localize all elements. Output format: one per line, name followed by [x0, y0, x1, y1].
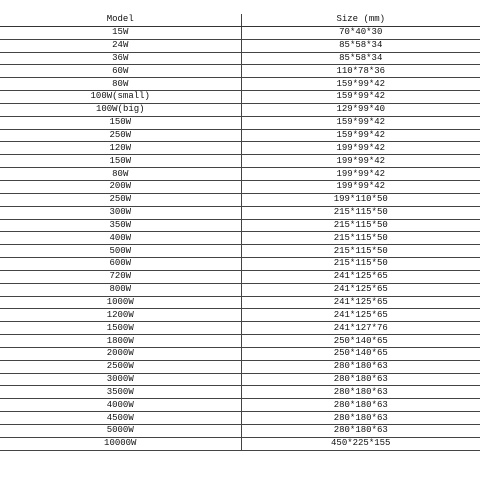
size-cell: 280*180*63 — [241, 412, 480, 425]
size-cell: 199*99*42 — [241, 155, 480, 168]
size-cell: 215*115*50 — [241, 232, 480, 245]
model-cell: 100W(small) — [0, 91, 241, 104]
model-cell: 1200W — [0, 309, 241, 322]
model-cell: 15W — [0, 26, 241, 39]
table-row — [0, 180, 480, 193]
size-cell: 241*125*65 — [241, 309, 480, 322]
size-column-header: Size (mm) — [241, 14, 480, 26]
table-row — [0, 360, 480, 373]
size-cell: 129*99*40 — [241, 103, 480, 116]
table-row — [0, 399, 480, 412]
model-cell: 300W — [0, 206, 241, 219]
table-row — [0, 129, 480, 142]
table-row — [0, 373, 480, 386]
size-cell: 70*40*30 — [241, 26, 480, 39]
table-row — [0, 283, 480, 296]
table-row — [0, 52, 480, 65]
table-row — [0, 206, 480, 219]
table-body — [0, 26, 480, 450]
table-row — [0, 425, 480, 438]
size-cell: 85*58*34 — [241, 39, 480, 52]
size-cell: 199*99*42 — [241, 180, 480, 193]
model-cell: 720W — [0, 270, 241, 283]
table-row — [0, 322, 480, 335]
table-row — [0, 193, 480, 206]
table-row — [0, 103, 480, 116]
size-cell: 110*78*36 — [241, 65, 480, 78]
model-cell: 36W — [0, 52, 241, 65]
model-cell: 200W — [0, 180, 241, 193]
model-cell: 4000W — [0, 399, 241, 412]
model-cell: 2500W — [0, 360, 241, 373]
table-row — [0, 386, 480, 399]
size-cell: 215*115*50 — [241, 258, 480, 271]
model-cell: 400W — [0, 232, 241, 245]
model-cell: 800W — [0, 283, 241, 296]
size-cell: 280*180*63 — [241, 399, 480, 412]
model-cell: 150W — [0, 116, 241, 129]
table-row — [0, 142, 480, 155]
table-row — [0, 309, 480, 322]
table-row — [0, 270, 480, 283]
model-cell: 120W — [0, 142, 241, 155]
size-cell: 199*99*42 — [241, 168, 480, 181]
table-row — [0, 412, 480, 425]
spec-sheet — [0, 14, 480, 451]
model-cell: 2000W — [0, 347, 241, 360]
model-cell: 350W — [0, 219, 241, 232]
model-cell: 500W — [0, 245, 241, 258]
model-cell: 5000W — [0, 425, 241, 438]
size-cell: 199*110*50 — [241, 193, 480, 206]
size-cell: 280*180*63 — [241, 360, 480, 373]
size-cell: 159*99*42 — [241, 78, 480, 91]
table-row — [0, 335, 480, 348]
size-cell: 215*115*50 — [241, 206, 480, 219]
model-cell: 1800W — [0, 335, 241, 348]
table-row — [0, 78, 480, 91]
size-cell: 241*125*65 — [241, 270, 480, 283]
table-row — [0, 232, 480, 245]
size-cell: 250*140*65 — [241, 347, 480, 360]
model-cell: 3000W — [0, 373, 241, 386]
size-cell: 280*180*63 — [241, 386, 480, 399]
table-row — [0, 155, 480, 168]
size-cell: 241*127*76 — [241, 322, 480, 335]
table-row — [0, 347, 480, 360]
model-size-table — [0, 14, 480, 451]
model-cell: 250W — [0, 129, 241, 142]
model-column-header: Model — [0, 14, 241, 26]
size-cell: 159*99*42 — [241, 129, 480, 142]
size-cell: 199*99*42 — [241, 142, 480, 155]
size-cell: 280*180*63 — [241, 373, 480, 386]
model-cell: 150W — [0, 155, 241, 168]
size-cell: 215*115*50 — [241, 219, 480, 232]
table-row — [0, 258, 480, 271]
model-cell: 24W — [0, 39, 241, 52]
table-row — [0, 219, 480, 232]
model-cell: 600W — [0, 258, 241, 271]
model-cell: 3500W — [0, 386, 241, 399]
model-cell: 60W — [0, 65, 241, 78]
size-cell: 85*58*34 — [241, 52, 480, 65]
table-row — [0, 65, 480, 78]
header-row — [0, 14, 480, 26]
table-row — [0, 39, 480, 52]
table-row — [0, 26, 480, 39]
size-cell: 450*225*155 — [241, 437, 480, 450]
model-cell: 80W — [0, 168, 241, 181]
size-cell: 280*180*63 — [241, 425, 480, 438]
table-row — [0, 116, 480, 129]
model-cell: 250W — [0, 193, 241, 206]
table-row — [0, 91, 480, 104]
model-cell: 80W — [0, 78, 241, 91]
size-cell: 159*99*42 — [241, 91, 480, 104]
model-cell: 100W(big) — [0, 103, 241, 116]
table-row — [0, 168, 480, 181]
model-cell: 1000W — [0, 296, 241, 309]
table-row — [0, 245, 480, 258]
size-cell: 241*125*65 — [241, 296, 480, 309]
model-cell: 1500W — [0, 322, 241, 335]
table-row — [0, 296, 480, 309]
size-cell: 159*99*42 — [241, 116, 480, 129]
model-cell: 10000W — [0, 437, 241, 450]
size-cell: 241*125*65 — [241, 283, 480, 296]
model-cell: 4500W — [0, 412, 241, 425]
table-row — [0, 437, 480, 450]
size-cell: 215*115*50 — [241, 245, 480, 258]
size-cell: 250*140*65 — [241, 335, 480, 348]
